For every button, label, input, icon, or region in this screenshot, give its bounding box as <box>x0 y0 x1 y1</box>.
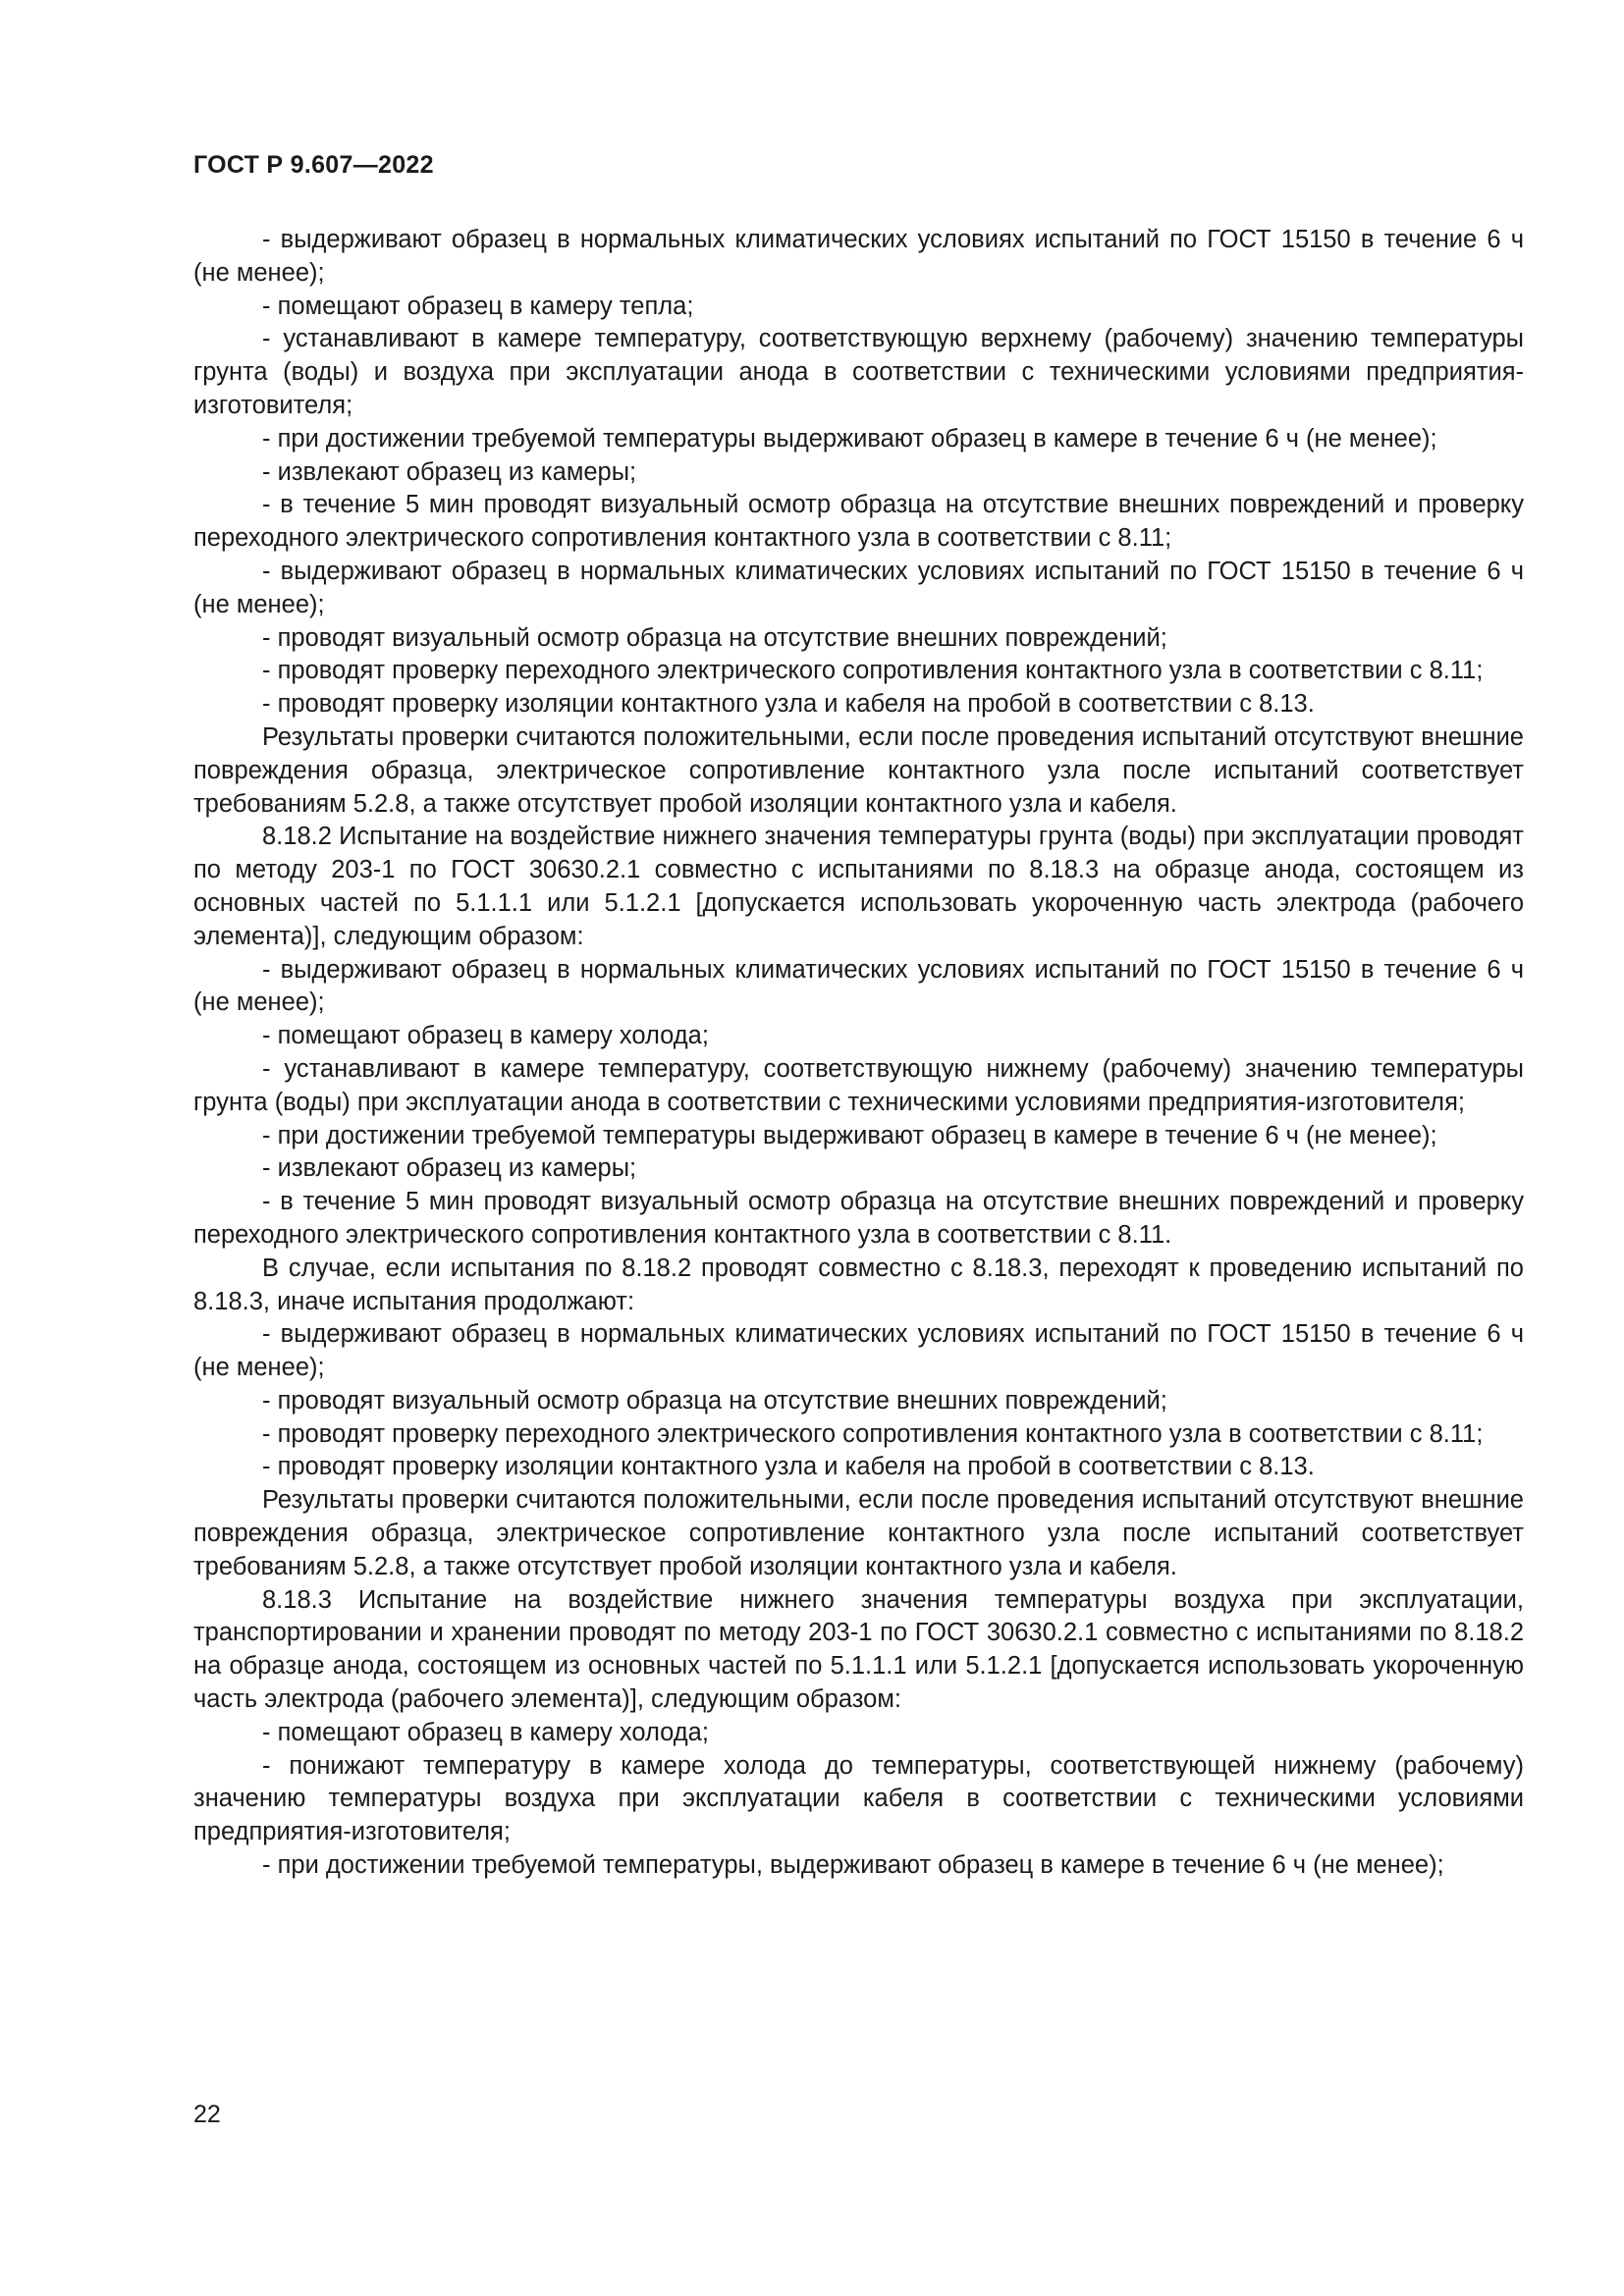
paragraph: 8.18.2 Испытание на воздействие нижнего значения температуры грунта (воды) при эксплуатации проводят по методу 203-1 по ГОСТ 30630.2.1 совместно с испытаниями по 8.18.3 на образце анода, состоящем из основных частей по 5.1.1.1 или 5.1.2.1 [допускается использовать укороченную часть электрода (рабочего элемента)], следующим образом: <box>193 823 1524 950</box>
paragraph: - извлекают образец из камеры; <box>262 457 637 486</box>
paragraph: - выдерживают образец в нормальных климатических условиях испытаний по ГОСТ 15150 в течение 6 ч (не менее); <box>193 557 1524 618</box>
paragraph: - устанавливают в камере температуру, соответствующую нижнему (рабочему) значению температуры грунта (воды) при эксплуатации анода в соответствии с техническими условиями предприятия-изготовителя; <box>193 1054 1524 1116</box>
page-number: 22 <box>193 2101 221 2128</box>
paragraph: - в течение 5 мин проводят визуальный осмотр образца на отсутствие внешних повреждений и проверку переходного электрического сопротивления контактного узла в соответствии с 8.11. <box>193 1188 1524 1249</box>
paragraph: - выдерживают образец в нормальных климатических условиях испытаний по ГОСТ 15150 в течение 6 ч (не менее); <box>193 955 1524 1017</box>
paragraph: - в течение 5 мин проводят визуальный осмотр образца на отсутствие внешних повреждений и проверку переходного электрического сопротивления контактного узла в соответствии с 8.11; <box>193 491 1524 553</box>
paragraph: - проводят проверку переходного электрического сопротивления контактного узла в соответствии с 8.11; <box>262 1419 1484 1448</box>
paragraph: - проводят проверку изоляции контактного узла и кабеля на пробой в соответствии с 8.13. <box>262 690 1315 719</box>
paragraph: - выдерживают образец в нормальных климатических условиях испытаний по ГОСТ 15150 в течение 6 ч (не менее); <box>193 226 1524 287</box>
paragraph: - помещают образец в камеру холода; <box>262 1022 709 1050</box>
paragraph: - проводят проверку изоляции контактного узла и кабеля на пробой в соответствии с 8.13. <box>262 1453 1315 1481</box>
paragraph: - проводят визуальный осмотр образца на отсутствие внешних повреждений; <box>262 623 1167 652</box>
document-body <box>193 224 1524 1883</box>
paragraph: - помещают образец в камеру холода; <box>262 1718 709 1746</box>
paragraph: Результаты проверки считаются положительными, если после проведения испытаний отсутствуют внешние повреждения образца, электрическое сопротивление контактного узла после испытаний соответствует требованиям 5.2.8, а также отсутствует пробой изоляции контактного узла и кабеля. <box>193 722 1524 818</box>
paragraph: 8.18.3 Испытание на воздействие нижнего значения температуры воздуха при эксплуатации, транспортировании и хранении проводят по методу 203-1 по ГОСТ 30630.2.1 совместно с испытаниями по 8.18.2 на образце анода, состоящем из основных частей по 5.1.1.1 или 5.1.2.1 [допускается использовать укороченную часть электрода (рабочего элемента)], следующим образом: <box>193 1585 1524 1714</box>
paragraph: - понижают температуру в камере холода до температуры, соответствующей нижнему (рабочему) значению температуры воздуха при эксплуатации кабеля в соответствии с техническими условиями предприятия-изготовителя; <box>193 1751 1524 1846</box>
paragraph: - проводят проверку переходного электрического сопротивления контактного узла в соответствии с 8.11; <box>262 657 1484 685</box>
document-code-header: ГОСТ Р 9.607—2022 <box>193 151 434 179</box>
paragraph: - устанавливают в камере температуру, соответствующую верхнему (рабочему) значению температуры грунта (воды) и воздуха при эксплуатации анода в соответствии с техническими условиями предприятия-изготовителя; <box>193 325 1524 419</box>
paragraph: - при достижении требуемой температуры, выдерживают образец в камере в течение 6 ч (не менее); <box>262 1851 1444 1880</box>
paragraph: Результаты проверки считаются положительными, если после проведения испытаний отсутствуют внешние повреждения образца, электрическое сопротивление контактного узла после испытаний соответствует требованиям 5.2.8, а также отсутствует пробой изоляции контактного узла и кабеля. <box>193 1486 1524 1580</box>
paragraph: - помещают образец в камеру тепла; <box>262 292 694 320</box>
paragraph: - проводят визуальный осмотр образца на отсутствие внешних повреждений; <box>262 1386 1167 1415</box>
paragraph: - извлекают образец из камеры; <box>262 1154 637 1183</box>
paragraph: - при достижении требуемой температуры выдерживают образец в камере в течение 6 ч (не менее); <box>262 1121 1437 1149</box>
paragraph: - выдерживают образец в нормальных климатических условиях испытаний по ГОСТ 15150 в течение 6 ч (не менее); <box>193 1320 1524 1382</box>
paragraph: В случае, если испытания по 8.18.2 проводят совместно с 8.18.3, переходят к проведению испытаний по 8.18.3, иначе испытания продолжают: <box>193 1254 1524 1315</box>
paragraph: - при достижении требуемой температуры выдерживают образец в камере в течение 6 ч (не менее); <box>262 424 1437 453</box>
